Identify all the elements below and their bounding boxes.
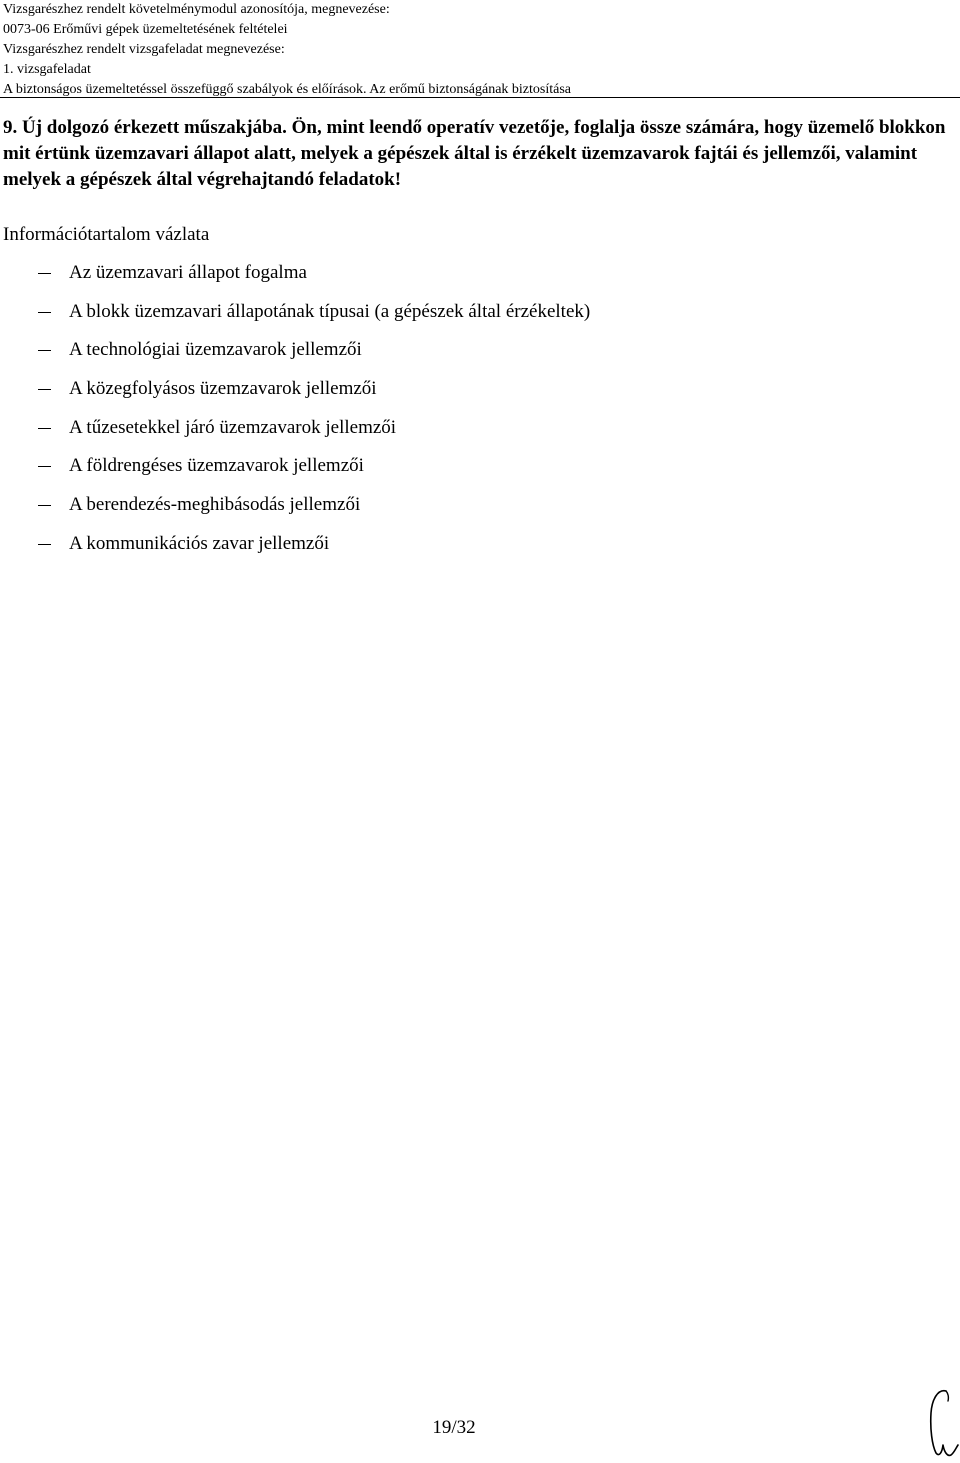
outline-title: Információtartalom vázlata: [3, 224, 210, 245]
dash-bullet: [38, 389, 51, 390]
dash-bullet: [38, 428, 51, 429]
list-item-text: A kommunikációs zavar jellemzői: [69, 532, 330, 554]
dash-bullet: [38, 505, 51, 506]
header-divider: [0, 97, 960, 98]
signature-mark: [920, 1385, 960, 1460]
header-module-label: Vizsgarészhez rendelt követelménymodul azonosítója, megnevezése:: [3, 2, 390, 17]
list-item-text: A technológiai üzemzavarok jellemzői: [69, 339, 362, 361]
header-task-number: 1. vizsgafeladat: [3, 62, 91, 77]
dash-bullet: [38, 312, 51, 313]
list-item-text: A földrengéses üzemzavarok jellemzői: [69, 455, 364, 477]
page-number: 19/32: [432, 1417, 476, 1438]
list-item-text: A blokk üzemzavari állapotának típusai (a gépészek által érzékeltek): [69, 300, 591, 322]
header-task-name: A biztonságos üzemeltetéssel összefüggő szabályok és előírások. Az erőmű biztonságának biztosítása: [3, 82, 572, 97]
dash-bullet: [38, 466, 51, 467]
task-question: 9. Új dolgozó érkezett műszakjába. Ön, mint leendő operatív vezetője, foglalja össze számára, hogy üzemelő blokkon mit értünk üzemzavari állapot alatt, melyek a gépészek által is érzékelt üzemzavarok fajtái és jellemzői, valamint melyek a gépészek által végrehajtandó feladatok!: [3, 117, 946, 190]
dash-bullet: [38, 544, 51, 545]
list-item-text: A közegfolyásos üzemzavarok jellemzői: [69, 378, 377, 400]
list-item-text: A berendezés-meghibásodás jellemzői: [69, 494, 361, 516]
document-header: [3, 0, 953, 100]
list-item-text: Az üzemzavari állapot fogalma: [69, 262, 307, 283]
header-module-name: 0073-06 Erőművi gépek üzemeltetésének feltételei: [3, 22, 288, 37]
header-task-label: Vizsgarészhez rendelt vizsgafeladat megnevezése:: [3, 42, 285, 57]
list-item-text: A tűzesetekkel járó üzemzavarok jellemzői: [69, 416, 397, 438]
dash-bullet: [38, 273, 51, 274]
dash-bullet: [38, 350, 51, 351]
